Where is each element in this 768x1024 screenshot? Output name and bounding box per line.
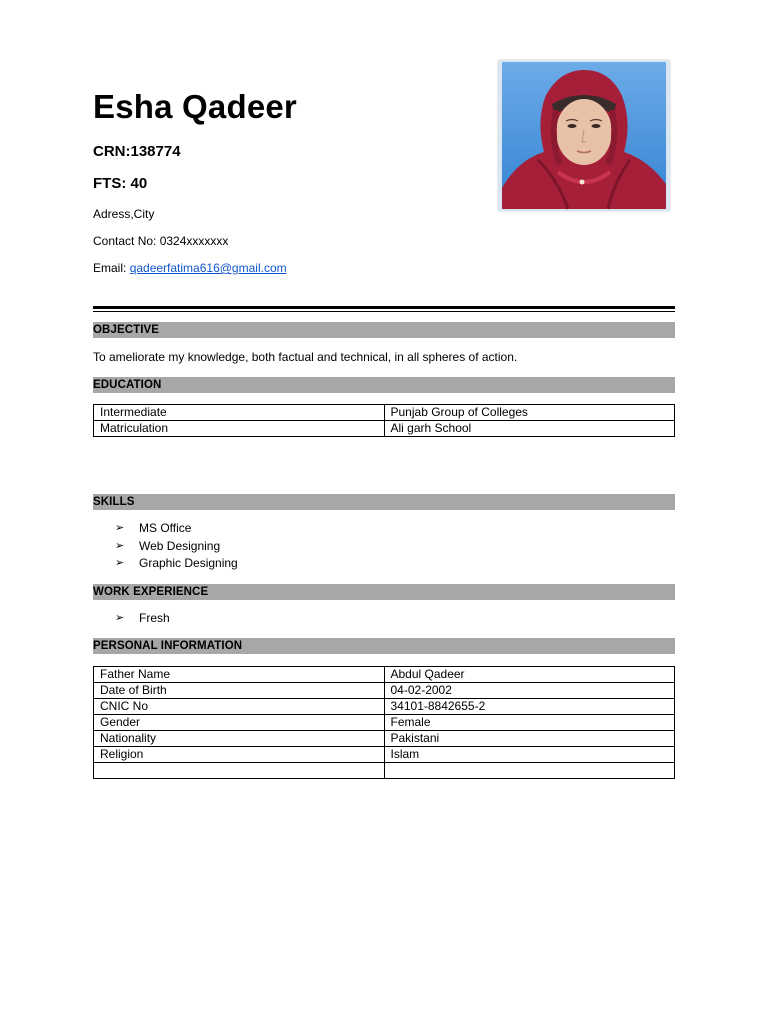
field-label: Gender — [94, 715, 385, 731]
skill-label: MS Office — [139, 521, 192, 535]
list-item — [115, 538, 238, 556]
education-level: Matriculation — [94, 421, 385, 437]
field-label: Nationality — [94, 731, 385, 747]
table-row — [94, 715, 675, 731]
skills-list — [115, 520, 238, 573]
section-bar-skills: SKILLS — [93, 494, 675, 510]
skill-label: Web Designing — [139, 538, 221, 553]
table-row — [94, 747, 675, 763]
field-label: Father Name — [94, 667, 385, 683]
field-value: Islam — [384, 747, 675, 763]
profile-photo — [498, 60, 670, 211]
field-value — [384, 763, 675, 779]
list-item — [115, 520, 238, 538]
arrow-bullet-icon: ➢ — [115, 522, 125, 534]
arrow-bullet-icon: ➢ — [115, 612, 125, 624]
education-institution: Ali garh School — [384, 421, 675, 437]
table-row — [94, 683, 675, 699]
section-bar-objective: OBJECTIVE — [93, 322, 675, 338]
skill-label: Graphic Designing — [139, 556, 238, 570]
candidate-name: Esha Qadeer — [93, 88, 297, 125]
arrow-bullet-icon: ➢ — [115, 557, 125, 569]
contact-line: Contact No: 0324xxxxxxx — [93, 234, 229, 248]
list-item — [115, 610, 170, 628]
header-divider-thick — [93, 306, 675, 309]
table-row — [94, 421, 675, 437]
table-row — [94, 667, 675, 683]
field-label: Date of Birth — [94, 683, 385, 699]
objective-text: To ameliorate my knowledge, both factual and technical, in all spheres of action. — [93, 350, 518, 364]
email-line — [93, 261, 287, 275]
fts-score: FTS: 40 — [93, 175, 148, 192]
arrow-bullet-icon: ➢ — [115, 539, 125, 552]
table-row — [94, 731, 675, 747]
education-table — [93, 404, 675, 437]
email-link[interactable]: qadeerfatima616@gmail.com — [129, 261, 287, 275]
section-bar-personal-information: PERSONAL INFORMATION — [93, 638, 675, 654]
table-row — [94, 699, 675, 715]
field-label — [94, 763, 385, 779]
work-list — [115, 610, 170, 628]
section-bar-work-experience: WORK EXPERIENCE — [93, 584, 675, 600]
table-row — [94, 763, 675, 779]
field-label: Religion — [94, 747, 385, 763]
table-row — [94, 405, 675, 421]
personal-info-table — [93, 666, 675, 779]
field-value: 04-02-2002 — [384, 683, 675, 699]
field-value: Pakistani — [384, 731, 675, 747]
field-value: 34101-8842655-2 — [384, 699, 675, 715]
header-divider-thin — [93, 311, 675, 312]
list-item — [115, 555, 238, 573]
field-value: Abdul Qadeer — [384, 667, 675, 683]
address-line: Adress,City — [93, 207, 155, 221]
education-institution: Punjab Group of Colleges — [384, 405, 675, 421]
section-bar-education: EDUCATION — [93, 377, 675, 393]
email-label: Email: — [93, 261, 130, 275]
work-label: Fresh — [139, 611, 170, 625]
field-value: Female — [384, 715, 675, 731]
crn-number: CRN:138774 — [93, 143, 181, 160]
field-label: CNIC No — [94, 699, 385, 715]
education-level: Intermediate — [94, 405, 385, 421]
